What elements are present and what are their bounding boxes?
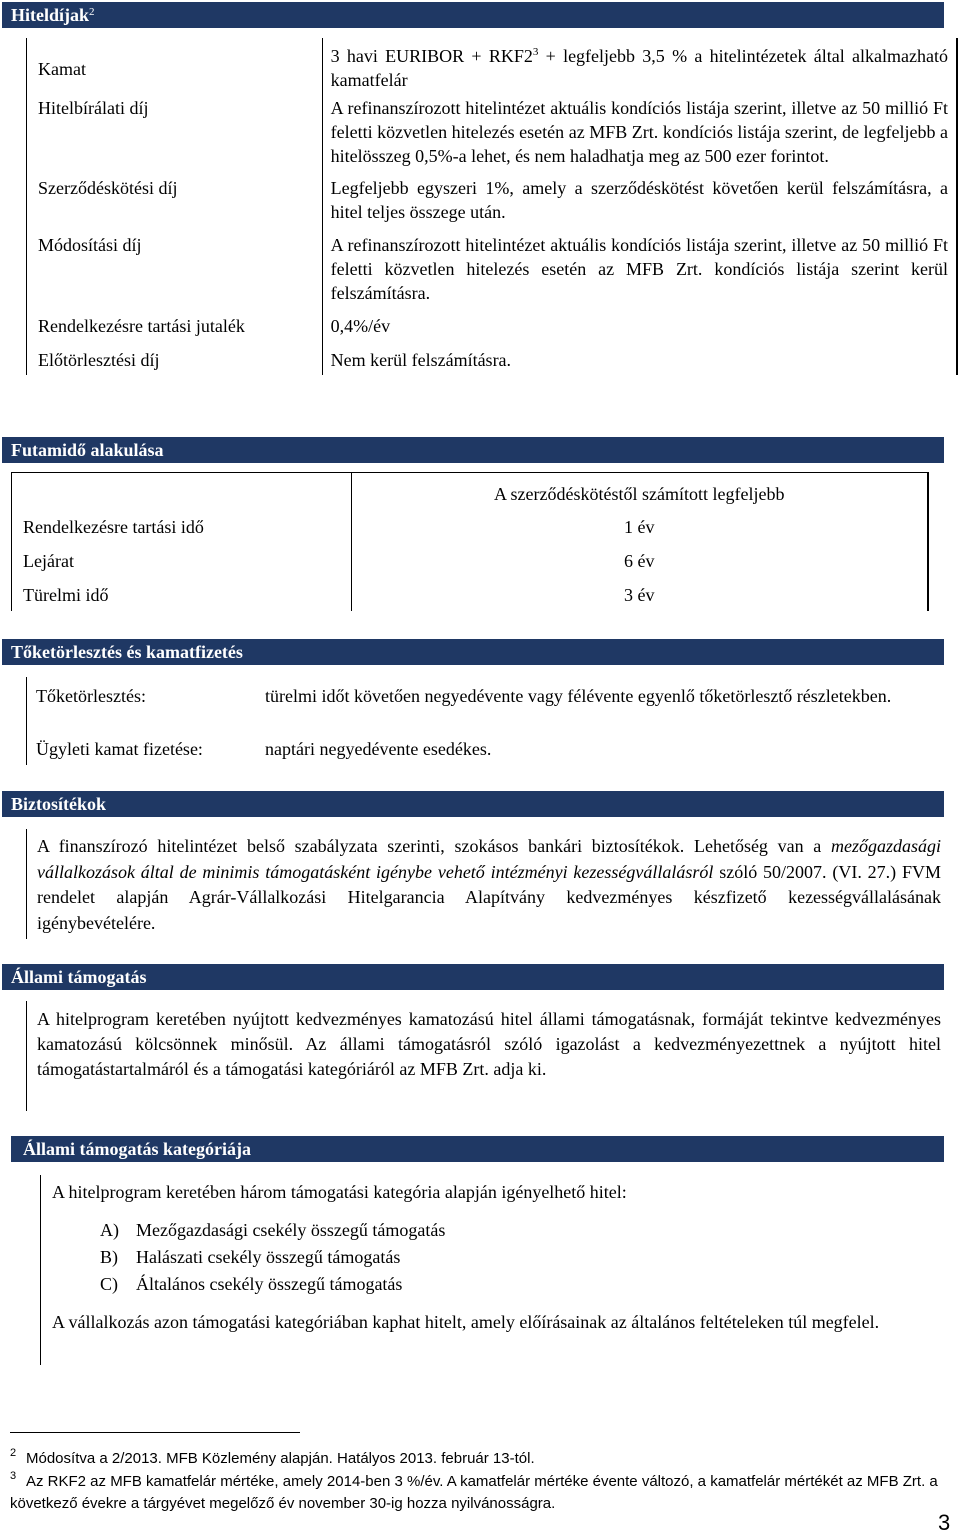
repayment-title: Tőketörlesztés és kamatfizetés [11, 642, 243, 662]
table-row [27, 224, 958, 305]
fee-value: 3 havi EURIBOR + $RKF2^3$ + legfeljebb 3,5 % a hitelintézetek által alkalmazható kamatfelár [322, 38, 957, 92]
repayment-side-rule [26, 677, 27, 765]
list-item [100, 1245, 400, 1269]
fee-label: Kamat [38, 59, 86, 79]
fee-label: Rendelkezésre tartási jutalék [38, 316, 245, 336]
term-table [11, 472, 929, 611]
aid-category-closing: A vállalkozás azon támogatási kategóriában kaphat hitelt, amely előírásainak az általános feltételeken túl megfelel. [52, 1312, 880, 1332]
list-item [100, 1272, 402, 1296]
repayment-value: türelmi időt követően negyedévente vagy félévente egyenlő tőketörlesztő részletekben. [265, 686, 892, 706]
state-aid-title: Állami támogatás [11, 967, 147, 987]
fees-table [26, 38, 958, 375]
list-item [100, 1218, 445, 1242]
footnote-text: Módosítva a 2/2013. MFB Közlemény alapján. Hatályos 2013. február 13-tól. [26, 1450, 535, 1467]
state-aid-side-rule [26, 1001, 27, 1111]
table-row [12, 573, 929, 611]
table-row [27, 338, 958, 375]
section-header-fees [2, 2, 944, 28]
fee-value: 0,4%/év [322, 305, 957, 338]
table-row [12, 539, 929, 573]
repayment-label: Tőketörlesztés: [36, 686, 146, 706]
collateral-text: A finanszírozó hitelintézet belső szabályzata szerinti, szokásos bankári biztosítékok. Lehetőség van a mezőgazdasági vállalkozások által de minimis támogatásként igénybe vehető intézményi kezességvállalásról szóló 50/2007. (VI. 27.) FVM rendelet alapján Agrár-Vállalkozási Hitelgarancia Alapítvány kedvezményes készfizető kezességvállalásának igénybevételére. [37, 836, 941, 933]
fee-value: Legfeljebb egyszeri 1%, amely a szerződéskötést követően kerül felszámításra, a hitel teljes összege után. [322, 168, 957, 224]
state-aid-text: A hitelprogram keretében nyújtott kedvezményes kamatozású hitel állami támogatásnak, formáját tekintve kedvezményes kamatozású kölcsönnek minősül. Az állami támogatásról szóló igazolást a kedvezményezettnek a nyújtott hitel támogatástartalmáról és a támogatási kategóriáról az MFB Zrt. adja ki. [37, 1009, 941, 1079]
table-row [27, 168, 958, 224]
term-value: 1 év [351, 509, 928, 539]
term-label: Lejárat [23, 551, 74, 571]
footnote-separator [10, 1432, 300, 1433]
fee-value: Nem kerül felszámításra. [322, 338, 957, 375]
fee-label: Hitelbírálati díj [38, 98, 149, 118]
section-header-collateral [2, 791, 944, 817]
table-row [27, 305, 958, 338]
collateral-side-rule [26, 829, 27, 939]
fee-label: Szerződéskötési díj [38, 178, 178, 198]
term-label: Rendelkezésre tartási idő [23, 517, 204, 537]
fee-value: A refinanszírozott hitelintézet aktuális kondíciós listája szerint, illetve az 50 millió Ft feletti közvetlen hitelezés esetén az MFB Zrt. kondíciós listája szerint kerül felszámításra. [322, 224, 957, 305]
table-row [12, 473, 929, 510]
term-label: Türelmi idő [23, 585, 109, 605]
section-header-aid-category [11, 1136, 944, 1162]
aid-category-intro: A hitelprogram keretében három támogatási kategória alapján igényelhető hitel: [52, 1182, 627, 1202]
section-header-repayment [2, 639, 944, 665]
aid-category-title: Állami támogatás kategóriája [23, 1139, 251, 1159]
section-header-term [2, 437, 944, 463]
term-title: Futamidő alakulása [11, 440, 164, 460]
list-item-text: Mezőgazdasági csekély összegű támogatás [136, 1220, 446, 1240]
collateral-title: Biztosítékok [11, 794, 107, 814]
section-header-state-aid [2, 964, 944, 990]
list-item-letter: A) [100, 1220, 119, 1240]
term-value: 3 év [351, 573, 928, 611]
repayment-value: naptári negyedévente esedékes. [265, 739, 492, 759]
list-item-letter: B) [100, 1247, 118, 1267]
fee-label: Módosítási díj [38, 235, 142, 255]
footnote-text: Az RKF2 az MFB kamatfelár mértéke, amely 2014-ben 3 %/év. A kamatfelár mértéke évente változó, a kamatfelár mértékét az MFB Zrt. a következő évekre a tárgyévet megelőző év november 30-ig hozza nyilvánosságra. [10, 1473, 938, 1512]
list-item-text: Általános csekély összegű támogatás [136, 1274, 403, 1294]
aid-category-side-rule [40, 1175, 41, 1365]
fee-label: Előtörlesztési díj [38, 350, 160, 370]
table-row [12, 509, 929, 539]
term-column-header: A szerződéskötéstől számított legfeljebb [351, 473, 928, 510]
list-item-letter: C) [100, 1274, 118, 1294]
table-row [27, 92, 958, 168]
fees-title: Hiteldíjak [11, 5, 90, 25]
table-row [27, 38, 958, 92]
footnote: $^2$ Módosítva a 2/2013. MFB Közlemény alapján. Hatályos 2013. február 13-tól. [10, 1447, 535, 1467]
term-value: 6 év [351, 539, 928, 573]
list-item-text: Halászati csekély összegű támogatás [136, 1247, 401, 1267]
fees-title-footnote-ref: 2 [89, 6, 95, 18]
repayment-label: Ügyleti kamat fizetése: [36, 739, 203, 759]
footnote: $^3$ Az RKF2 az MFB kamatfelár mértéke, amely 2014-ben 3 %/év. A kamatfelár mértéke évente változó, a kamatfelár mértékét az MFB Zrt. a következő évekre a tárgyévet megelőző év november 30-ig hozza nyilvánosságra. [10, 1470, 938, 1512]
page-number: 3 [938, 1510, 951, 1535]
fee-value: A refinanszírozott hitelintézet aktuális kondíciós listája szerint, illetve az 50 millió Ft feletti közvetlen hitelezés esetén az MFB Zrt. kondíciós listája szerint, de legfeljebb a hitelösszeg 0,5%-a lehet, és nem haladhatja meg az 500 ezer forintot. [322, 92, 957, 168]
